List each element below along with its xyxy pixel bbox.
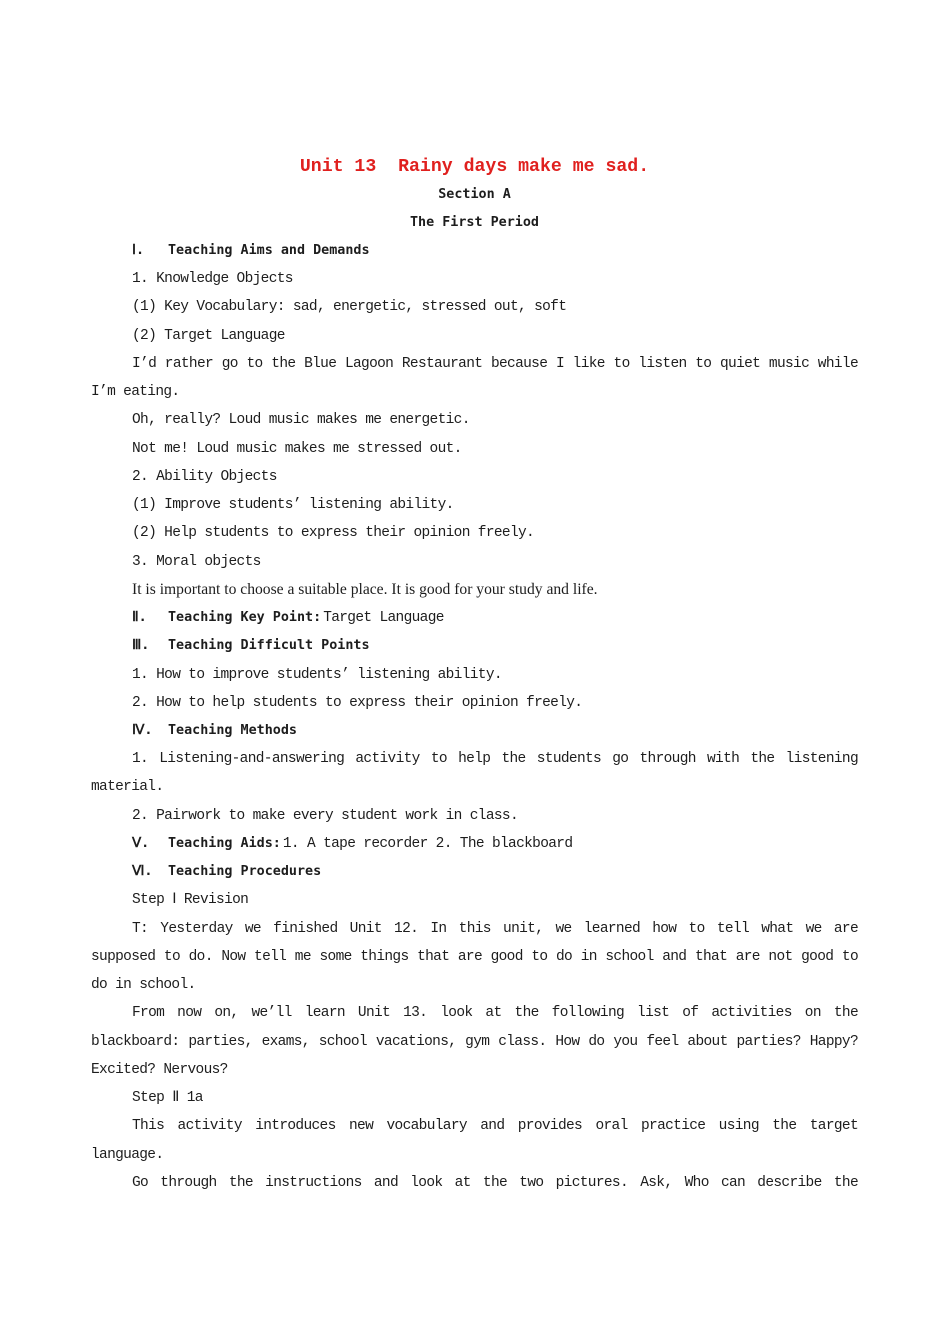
step-heading: Step Ⅰ Revision <box>132 892 249 909</box>
heading-text: Teaching Procedures <box>168 864 322 880</box>
heading-text: Teaching Key Point: <box>168 610 322 626</box>
target-sentence: I’d rather go to the Blue Lagoon Restaurant because I like to listen to quiet music while I’m eating. <box>91 355 858 401</box>
roman-numeral: Ⅲ. <box>132 638 150 654</box>
section-label: Section A <box>438 187 511 202</box>
difficult-point-item: 2. How to help students to express their opinion freely. <box>132 694 583 711</box>
heading-teaching-aids <box>91 830 858 858</box>
target-language-heading: (2) Target Language <box>132 327 285 344</box>
teaching-aids-value: 1. A tape recorder 2. The blackboard <box>282 835 573 852</box>
knowledge-objects-heading: 1. Knowledge Objects <box>132 271 293 288</box>
heading-teaching-aims <box>91 237 858 265</box>
step-paragraph: Go through the instructions and look at the two pictures. Ask, Who can describe the <box>132 1174 858 1191</box>
heading-text: Teaching Aids: <box>168 835 281 851</box>
ability-objects-heading: 2. Ability Objects <box>132 468 277 485</box>
heading-difficult-points <box>91 632 858 660</box>
moral-objects-text: It is important to choose a suitable place. It is good for your study and life. <box>132 580 598 598</box>
key-point-value: Target Language <box>323 610 444 627</box>
step-paragraph: From now on, we’ll learn Unit 13. look at the following list of activities on the blackboard: parties, exams, school vacations, gym class. How do you feel about parties? Happy? Excited? Nervous? <box>91 1005 858 1078</box>
key-vocabulary: (1) Key Vocabulary: sad, energetic, stressed out, soft <box>132 299 567 316</box>
target-sentence: Not me! Loud music makes me stressed out. <box>132 440 462 457</box>
heading-teaching-procedures <box>91 858 858 886</box>
roman-numeral: Ⅱ. <box>132 610 147 626</box>
difficult-point-item: 1. How to improve students’ listening ability. <box>132 666 502 683</box>
heading-text: Teaching Methods <box>168 722 297 738</box>
heading-text: Teaching Difficult Points <box>168 638 370 654</box>
heading-teaching-methods <box>91 717 858 745</box>
ability-item: (2) Help students to express their opinion freely. <box>132 525 535 542</box>
period-label: The First Period <box>410 215 539 230</box>
step-paragraph: This activity introduces new vocabulary and provides oral practice using the target language. <box>91 1118 858 1163</box>
ability-item: (1) Improve students’ listening ability. <box>132 497 454 514</box>
step-paragraph: T: Yesterday we finished Unit 12. In this unit, we learned how to tell what we are supposed to do. Now tell me some things that are good to do in school and that are not good to do in school. <box>91 920 858 994</box>
heading-text: Teaching Aims and Demands <box>168 243 370 258</box>
roman-numeral: Ⅳ. <box>132 722 153 738</box>
document-page <box>91 153 858 1197</box>
step-heading: Step Ⅱ 1a <box>132 1090 203 1107</box>
unit-title: Unit 13 Rainy days make me sad. <box>299 157 650 177</box>
method-item: 2. Pairwork to make every student work in class. <box>132 807 518 824</box>
target-sentence: Oh, really? Loud music makes me energetic. <box>132 412 470 429</box>
roman-numeral: Ⅴ. <box>132 835 150 851</box>
heading-key-point <box>91 604 858 632</box>
moral-objects-heading: 3. Moral objects <box>132 553 261 570</box>
method-item: 1. Listening-and-answering activity to help the students go through with the listening material. <box>91 751 858 796</box>
roman-numeral: Ⅵ. <box>132 864 153 880</box>
roman-numeral: Ⅰ. <box>132 243 145 258</box>
